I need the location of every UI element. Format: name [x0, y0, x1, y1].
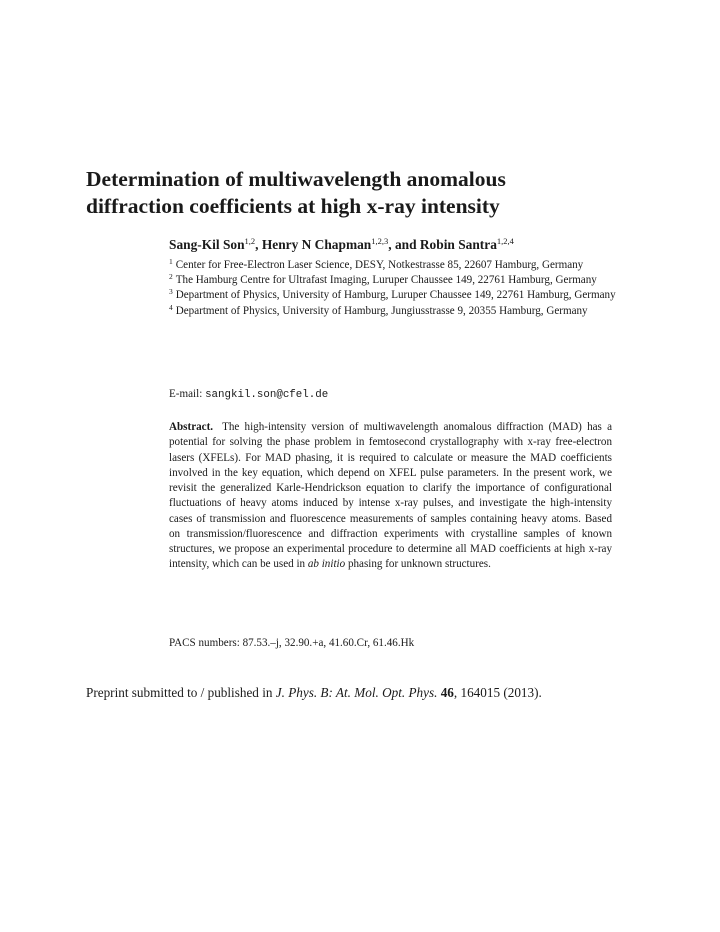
affiliation-text: The Hamburg Centre for Ultrafast Imaging, Luruper Chaussee 149, 22761 Hamburg, Germany — [175, 274, 597, 287]
abstract — [169, 420, 612, 573]
citation-rest: , 164015 (2013). — [453, 685, 542, 700]
abstract-text-end: phasing for unknown structures. — [347, 558, 491, 571]
abstract-label: Abstract. — [169, 421, 214, 433]
abstract-italic-term: ab initio — [307, 558, 346, 571]
author-affil-sup: 1,2 — [244, 236, 256, 246]
paper-title — [86, 166, 646, 220]
contact-email — [169, 387, 328, 403]
author-separator: , and — [388, 237, 420, 252]
title-line-1: Determination of multiwavelength anomalous — [86, 167, 506, 191]
journal-volume: 46 — [440, 685, 454, 700]
author-name: Sang-Kil Son — [169, 237, 245, 252]
affiliation-number: 1 — [169, 257, 173, 266]
abstract-text: The high-intensity version of multiwavelength anomalous diffraction (MAD) has a potential for solving the phase problem in femtosecond crystallography with x-ray free-electron lasers (XFELs). For MAD phasing, it is required to calculate or measure the MAD coefficients involved in the key equation, which depend on XFEL pulse parameters. In the present work, we revisit the generalized Karle-Hendrickson equation to clarify the importance of configurational fluctuations of heavy atoms induced by intense x-ray pulses, and investigate the high-intensity cases of transmission and fluorescence measurements of samples containing heavy atoms. Based on transmission/fluorescence and diffraction experiments with crystalline samples of known structures, we propose an experimental procedure to determine all MAD coefficients at high x-ray intensity, which can be used in — [169, 421, 612, 571]
affiliation-text: Department of Physics, University of Hamburg, Jungiusstrasse 9, 20355 Hamburg, Germany — [175, 304, 588, 317]
affiliation — [169, 258, 619, 273]
affiliation — [169, 304, 619, 319]
affiliation-number: 3 — [169, 287, 173, 297]
affiliation-text: Center for Free-Electron Laser Science, DESY, Notkestrasse 85, 22607 Hamburg, Germany — [175, 259, 584, 271]
preprint-prefix: Preprint submitted to / published in — [86, 685, 273, 700]
title-line-2: diffraction coefficients at high x-ray intensity — [86, 194, 500, 218]
affiliation-number: 2 — [169, 272, 173, 282]
affiliation — [169, 273, 619, 288]
author-affil-sup: 1,2,3 — [371, 236, 389, 246]
pacs-numbers: PACS numbers: 87.53.–j, 32.90.+a, 41.60.Cr, 61.46.Hk — [169, 637, 415, 649]
affiliation-text: Department of Physics, University of Hamburg, Luruper Chaussee 149, 22761 Hamburg, Germany — [175, 289, 616, 302]
author-separator: , — [255, 237, 262, 252]
email-label: E-mail: — [169, 388, 203, 400]
preprint-citation — [86, 684, 542, 701]
email-address[interactable]: sangkil.son@cfel.de — [205, 389, 329, 401]
affiliation-number: 4 — [169, 302, 173, 312]
affiliation — [169, 288, 619, 303]
author-affil-sup: 1,2,4 — [496, 236, 514, 246]
author-name: Robin Santra — [419, 237, 497, 252]
journal-name: J. Phys. B: At. Mol. Opt. Phys. — [275, 685, 438, 700]
affiliation-list — [169, 258, 619, 319]
author-name: Henry N Chapman — [261, 237, 372, 252]
author-list — [169, 236, 639, 254]
